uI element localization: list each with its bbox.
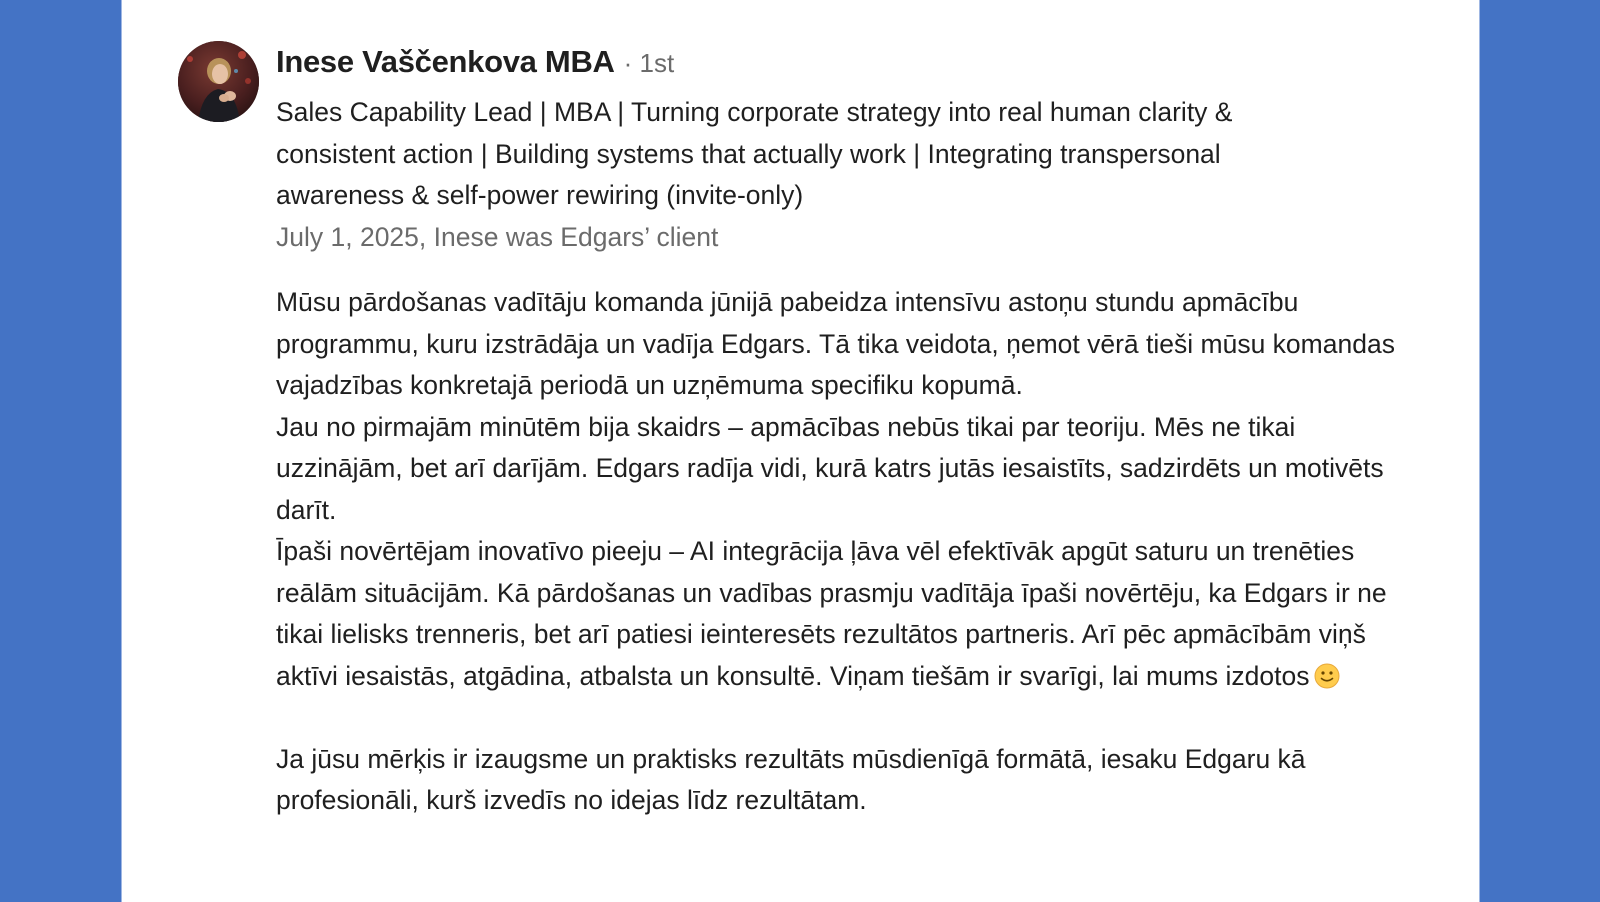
recommendation-meta: July 1, 2025, Inese was Edgars’ client [276, 221, 719, 252]
recommendation-text [276, 282, 1416, 822]
connection-degree: · 1st [623, 48, 675, 78]
right-blue-panel [1480, 0, 1600, 902]
paragraph: Ja jūsu mērķis ir izaugsme un praktisks rezultāts mūsdienīgā formātā, iesaku Edgaru kā profesionāli, kurš izvedīs no idejas līdz rezultātam. [276, 743, 1306, 815]
paragraph: Mūsu pārdošanas vadītāju komanda jūnijā pabeidza intensīvu astoņu stundu apmācību programmu, kuru izstrādāja un vadīja Edgars. Tā tika veidota, ņemot vērā tieši mūsu komandas vajadzības konkretajā periodā un uzņēmuma specifiku kopumā. [276, 287, 1395, 400]
avatar[interactable] [178, 41, 259, 122]
slightly-smiling-face-emoji-icon [1314, 663, 1340, 689]
author-name[interactable]: Inese Vaščenkova MBA [276, 44, 615, 79]
author-headline: Sales Capability Lead | MBA | Turning corporate strategy into real human clarity & consistent action | Building systems that actually work | Integrating transpersonal awareness & self-power rewiring (invite-only) [276, 97, 1233, 210]
author-row [276, 44, 1426, 84]
paragraph-gap [276, 697, 1416, 739]
recommendation-card [121, 0, 1480, 902]
paragraph: Īpaši novērtējam inovatīvo pieeju – AI integrācija ļāva vēl efektīvāk apgūt saturu un trenēties reālām situācijām. Kā pārdošanas un vadības prasmju vadītāja īpaši novērtēju, ka Edgars ir ne tikai lielisks trenneris, bet arī patiesi ieinteresēts rezultātos partneris. Arī pēc apmācībām viņš aktīvi iesaistās, atgādina, atbalsta un konsultē. Viņam tiešām ir svarīgi, lai mums izdotos [276, 536, 1387, 691]
profile-photo-icon [178, 41, 259, 122]
recommendation-content [276, 44, 1426, 822]
paragraph: Jau no pirmajām minūtēm bija skaidrs – apmācības nebūs tikai par teoriju. Mēs ne tikai uzzinājām, bet arī darījām. Edgars radīja vidi, kurā katrs jutās iesaistīts, sadzirdēts un motivēts darīt. [276, 411, 1384, 525]
paragraph-with-emoji [276, 531, 1416, 697]
left-blue-panel [0, 0, 121, 902]
